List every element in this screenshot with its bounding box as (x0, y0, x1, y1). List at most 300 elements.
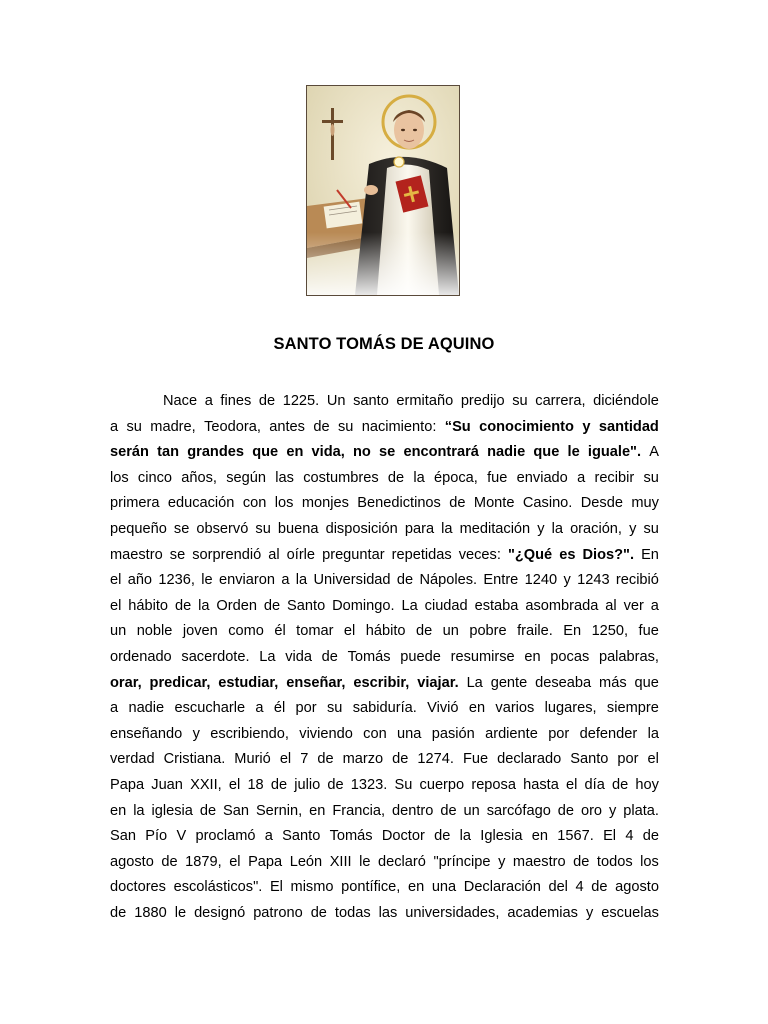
word: a (255, 700, 264, 717)
word: monjes (301, 495, 349, 512)
word: julio (294, 776, 321, 793)
word: los (110, 469, 129, 486)
word: hábito (365, 623, 406, 640)
word: 1274. (417, 751, 454, 768)
word: V (176, 828, 187, 845)
word: A (649, 444, 659, 461)
word: en (468, 700, 486, 717)
word: Papa (110, 776, 145, 793)
word: disposición (325, 520, 398, 537)
word: El (603, 828, 617, 845)
bold-word: que (533, 444, 560, 461)
word: sabiduría. (352, 700, 417, 717)
word: de (270, 776, 288, 793)
word: pobre (469, 623, 507, 640)
bold-word: grandes (187, 444, 244, 461)
word: Francia, (332, 802, 386, 819)
word: observó (196, 520, 249, 537)
word: antes (269, 418, 305, 435)
word: de (396, 572, 414, 589)
word: veces: (458, 546, 501, 563)
word: reposa (471, 776, 516, 793)
text-line (110, 901, 659, 927)
word: escolásticos". (173, 879, 263, 896)
word: vida (285, 648, 312, 665)
word: escribiendo, (210, 725, 289, 742)
word: Tomás (329, 828, 373, 845)
word: varios (495, 700, 535, 717)
bold-word: Dios?". (582, 546, 635, 563)
text-line (110, 543, 659, 569)
word: de (321, 648, 338, 665)
word: de (612, 776, 629, 793)
word: cuerpo (419, 776, 465, 793)
bold-word: no (353, 444, 371, 461)
word: para (404, 520, 435, 537)
word: recibió (615, 572, 659, 589)
word: de (313, 418, 330, 435)
word: las (378, 904, 398, 921)
word: de (642, 828, 659, 845)
word: por (617, 751, 639, 768)
word: siempre (606, 700, 659, 717)
word: Benedictinos (357, 495, 441, 512)
word: mismo (290, 879, 334, 896)
word: época, (434, 469, 478, 486)
text-line (110, 594, 659, 620)
word: oración, (570, 520, 622, 537)
word: maestro (110, 546, 163, 563)
word: Pío (145, 828, 168, 845)
word: La (466, 674, 483, 691)
word: y (192, 725, 200, 742)
word: patrono (253, 904, 303, 921)
text-line (110, 747, 659, 773)
word: en (524, 648, 541, 665)
word: una (397, 725, 422, 742)
word: maestro (512, 853, 566, 870)
document-title: SANTO TOMÁS DE AQUINO (273, 335, 495, 353)
word: joven (182, 623, 218, 640)
word: le (359, 853, 371, 870)
word: el (647, 751, 659, 768)
word: San (110, 828, 136, 845)
word: de (591, 879, 608, 896)
word: Nápoles. (419, 572, 478, 589)
word: Santo (282, 828, 321, 845)
word: que (634, 674, 659, 691)
word: la (459, 828, 471, 845)
word: "príncipe (433, 853, 491, 870)
word: pequeño (110, 520, 167, 537)
word: preguntar (322, 546, 385, 563)
word: él (274, 623, 286, 640)
bold-word: en (286, 444, 304, 461)
word: pocas (550, 648, 590, 665)
word: dentro (392, 802, 434, 819)
word: fue (487, 469, 508, 486)
bold-word: santidad (598, 418, 659, 435)
word: academias (507, 904, 578, 921)
text-line (110, 466, 659, 492)
bold-word: "¿Qué (507, 546, 553, 563)
word: Declaración (463, 879, 541, 896)
word: de (415, 623, 433, 640)
text-line (110, 671, 659, 697)
bold-word: y (582, 418, 591, 435)
word: el (229, 853, 241, 870)
word: a (264, 828, 273, 845)
word: lugares, (544, 700, 597, 717)
word: costumbres (303, 469, 379, 486)
word: una (431, 879, 457, 896)
word: designó (194, 904, 246, 921)
word: Iglesia (480, 828, 523, 845)
word: de (161, 853, 178, 870)
word: de (110, 904, 127, 921)
bold-word: se (379, 444, 396, 461)
word: ciudad (424, 597, 468, 614)
word: la (133, 802, 145, 819)
text-line (110, 645, 659, 671)
word: le (201, 572, 213, 589)
word: Santo (570, 751, 609, 768)
word: sarcófago (486, 802, 551, 819)
document-body (110, 389, 659, 926)
word: 18 (247, 776, 264, 793)
word: 1243 (577, 572, 610, 589)
bold-word: conocimiento (479, 418, 574, 435)
word: Entre (483, 572, 519, 589)
word: día (584, 776, 605, 793)
word: cinco (137, 469, 172, 486)
word: nadie (128, 700, 165, 717)
word: universidades, (405, 904, 500, 921)
saint-thomas-aquinas-portrait-icon (307, 86, 459, 295)
text-line (110, 722, 659, 748)
bold-word: nadie (487, 444, 526, 461)
word: su (255, 520, 271, 537)
word: 1879, (185, 853, 222, 870)
word: de (258, 393, 276, 409)
word: en (407, 879, 425, 896)
word: se (169, 546, 186, 563)
word: se (173, 520, 190, 537)
word: 1240 (524, 572, 558, 589)
word: meditación (459, 520, 531, 537)
word: noble (136, 623, 173, 640)
word: ver (623, 597, 644, 614)
word: a (110, 418, 119, 435)
word: en (309, 802, 326, 819)
word: resumirse (450, 648, 515, 665)
word: Teodora, (204, 418, 261, 435)
word: agosto (615, 879, 659, 896)
word: el (110, 572, 122, 589)
word: los (640, 853, 659, 870)
word: Doctor (381, 828, 425, 845)
word: su (643, 469, 659, 486)
word: de (174, 597, 192, 614)
word: la (413, 469, 425, 486)
word: el (279, 751, 292, 768)
word: primera (110, 495, 160, 512)
word: ardiente (485, 725, 538, 742)
word: fines (220, 393, 252, 409)
word: agosto (110, 853, 154, 870)
word: Casino. (522, 495, 573, 512)
word: Sernin, (255, 802, 303, 819)
word: un (110, 623, 127, 640)
text-line (110, 619, 659, 645)
text-line (110, 389, 659, 415)
word: la (441, 520, 453, 537)
word: San (223, 802, 249, 819)
bold-word: enseñar, (286, 674, 346, 691)
text-line (110, 440, 659, 466)
word: pasión (431, 725, 475, 742)
word: Monte (473, 495, 515, 512)
bold-word: que (252, 444, 279, 461)
word: Papa (248, 853, 283, 870)
word: su (512, 393, 528, 409)
word: Su (394, 776, 413, 793)
word: y (609, 802, 617, 819)
word: Vivió (427, 700, 459, 717)
word: declaró (378, 853, 426, 870)
word: deseaba (535, 674, 592, 691)
word: su (337, 418, 354, 435)
word: a (577, 469, 586, 486)
word: Cristiana. (163, 751, 226, 768)
word: hábito (128, 597, 169, 614)
word: año (127, 572, 153, 589)
word: a (650, 597, 659, 614)
word: de (387, 469, 405, 486)
text-line (110, 696, 659, 722)
word: madre, (150, 418, 196, 435)
word: fraile. (517, 623, 553, 640)
word: iglesia (151, 802, 193, 819)
word: los (274, 495, 294, 512)
word: Fue (462, 751, 489, 768)
text-line (110, 799, 659, 825)
word: diciéndole (593, 393, 659, 409)
word: escuelas (601, 904, 659, 921)
text-line (110, 850, 659, 876)
bold-word: serán (110, 444, 149, 461)
word: de (263, 597, 281, 614)
word: el (110, 597, 122, 614)
word: oírle (286, 546, 316, 563)
bold-word: le (567, 444, 580, 461)
word: a (281, 572, 290, 589)
bold-word: estudiar, (218, 674, 279, 691)
word: 1236, (158, 572, 195, 589)
word: hoy (635, 776, 659, 793)
word: por (295, 700, 317, 717)
word: de (310, 904, 327, 921)
word: en (531, 828, 548, 845)
text-line (110, 875, 659, 901)
word: En (641, 546, 659, 563)
word: sorprendió (192, 546, 262, 563)
word: él (273, 700, 286, 717)
word: defender (579, 725, 638, 742)
word: Un (326, 393, 346, 409)
word: y (629, 520, 637, 537)
word: nacimiento: (361, 418, 437, 435)
word: Tomás (347, 648, 391, 665)
word: Murió (234, 751, 271, 768)
bold-word: predicar, (149, 674, 211, 691)
word: ermitaño (396, 393, 454, 409)
bold-word: tan (157, 444, 180, 461)
word: carrera, (535, 393, 586, 409)
word: del (548, 879, 568, 896)
word: 1250, (591, 623, 629, 640)
word: al (605, 597, 617, 614)
bold-word: “Su (444, 418, 471, 435)
word: estaba (474, 597, 519, 614)
word: buena (277, 520, 319, 537)
word: pontífice, (341, 879, 401, 896)
word: muy (631, 495, 659, 512)
word: educación (167, 495, 235, 512)
word: proclamó (195, 828, 256, 845)
word: Domingo. (332, 597, 395, 614)
word: de (557, 802, 574, 819)
word: repetidas (391, 546, 452, 563)
word: ordenado (110, 648, 172, 665)
text-line (110, 491, 659, 517)
text-line (110, 568, 659, 594)
word: le (174, 904, 187, 921)
word: al (268, 546, 280, 563)
word: como (228, 623, 264, 640)
word: enviado (516, 469, 568, 486)
bold-word: orar, (110, 674, 142, 691)
word: y (563, 572, 571, 589)
word: y (498, 853, 506, 870)
word: su (643, 520, 659, 537)
word: el (228, 776, 241, 793)
word: verdad (110, 751, 155, 768)
word: XXII, (190, 776, 222, 793)
word: la (198, 597, 210, 614)
word: plata. (623, 802, 659, 819)
word: viviendo (299, 725, 353, 742)
bold-word: iguale". (587, 444, 642, 461)
bold-word: escribir, (353, 674, 410, 691)
text-line (110, 824, 659, 850)
word: En (563, 623, 582, 640)
word: Nace (163, 393, 198, 409)
word: las (275, 469, 294, 486)
word: asombrada (525, 597, 599, 614)
word: la (551, 520, 563, 537)
word: 1567. (557, 828, 594, 845)
word: oro (580, 802, 603, 819)
word: la (647, 725, 659, 742)
word: de (327, 776, 344, 793)
word: el (566, 776, 578, 793)
word: León (289, 853, 323, 870)
word: recibir (594, 469, 635, 486)
word: con (363, 725, 387, 742)
word: 1323. (350, 776, 388, 793)
word: Santo (287, 597, 326, 614)
word: la (295, 572, 308, 589)
word: en (110, 802, 127, 819)
word: palabras, (598, 648, 659, 665)
word: marzo (342, 751, 384, 768)
word: y (537, 520, 545, 537)
word: doctores (110, 879, 166, 896)
word: santo (353, 393, 389, 409)
bold-word: encontrará (403, 444, 479, 461)
word: Universidad (313, 572, 391, 589)
word: su (326, 700, 343, 717)
word: y (585, 904, 594, 921)
word: de (317, 751, 334, 768)
word: predijo (460, 393, 505, 409)
word: de (392, 751, 409, 768)
word: un (463, 802, 480, 819)
word: tomar (296, 623, 334, 640)
word: 1225. (282, 393, 320, 409)
word: 4 (575, 879, 584, 896)
bold-word: vida, (311, 444, 345, 461)
word: gente (490, 674, 528, 691)
word: su (126, 418, 142, 435)
word: hasta (523, 776, 559, 793)
word: el (343, 623, 356, 640)
word: sacerdote. (181, 648, 250, 665)
word: de (440, 802, 457, 819)
word: de (449, 495, 466, 512)
word: de (199, 802, 217, 819)
word: Juan (151, 776, 183, 793)
text-line (110, 415, 659, 441)
word: a (204, 393, 213, 409)
word: de (434, 828, 451, 845)
word: por (548, 725, 570, 742)
word: XIII (329, 853, 352, 870)
word: con (242, 495, 267, 512)
word: según (226, 469, 266, 486)
bold-word: viajar. (417, 674, 459, 691)
word: 4 (625, 828, 634, 845)
word: de (573, 853, 590, 870)
word: 1880 (134, 904, 167, 921)
word: más (599, 674, 627, 691)
word: enviaron (218, 572, 275, 589)
word: enseñando (110, 725, 183, 742)
word: escucharle (174, 700, 246, 717)
word: fue (638, 623, 659, 640)
word: Orden (216, 597, 257, 614)
word: todos (596, 853, 633, 870)
word: La (401, 597, 418, 614)
word: Desde (580, 495, 623, 512)
word: declarado (497, 751, 562, 768)
word: años, (181, 469, 217, 486)
word: 7 (300, 751, 309, 768)
text-line (110, 517, 659, 543)
saint-portrait-image (306, 85, 460, 296)
word: puede (400, 648, 441, 665)
